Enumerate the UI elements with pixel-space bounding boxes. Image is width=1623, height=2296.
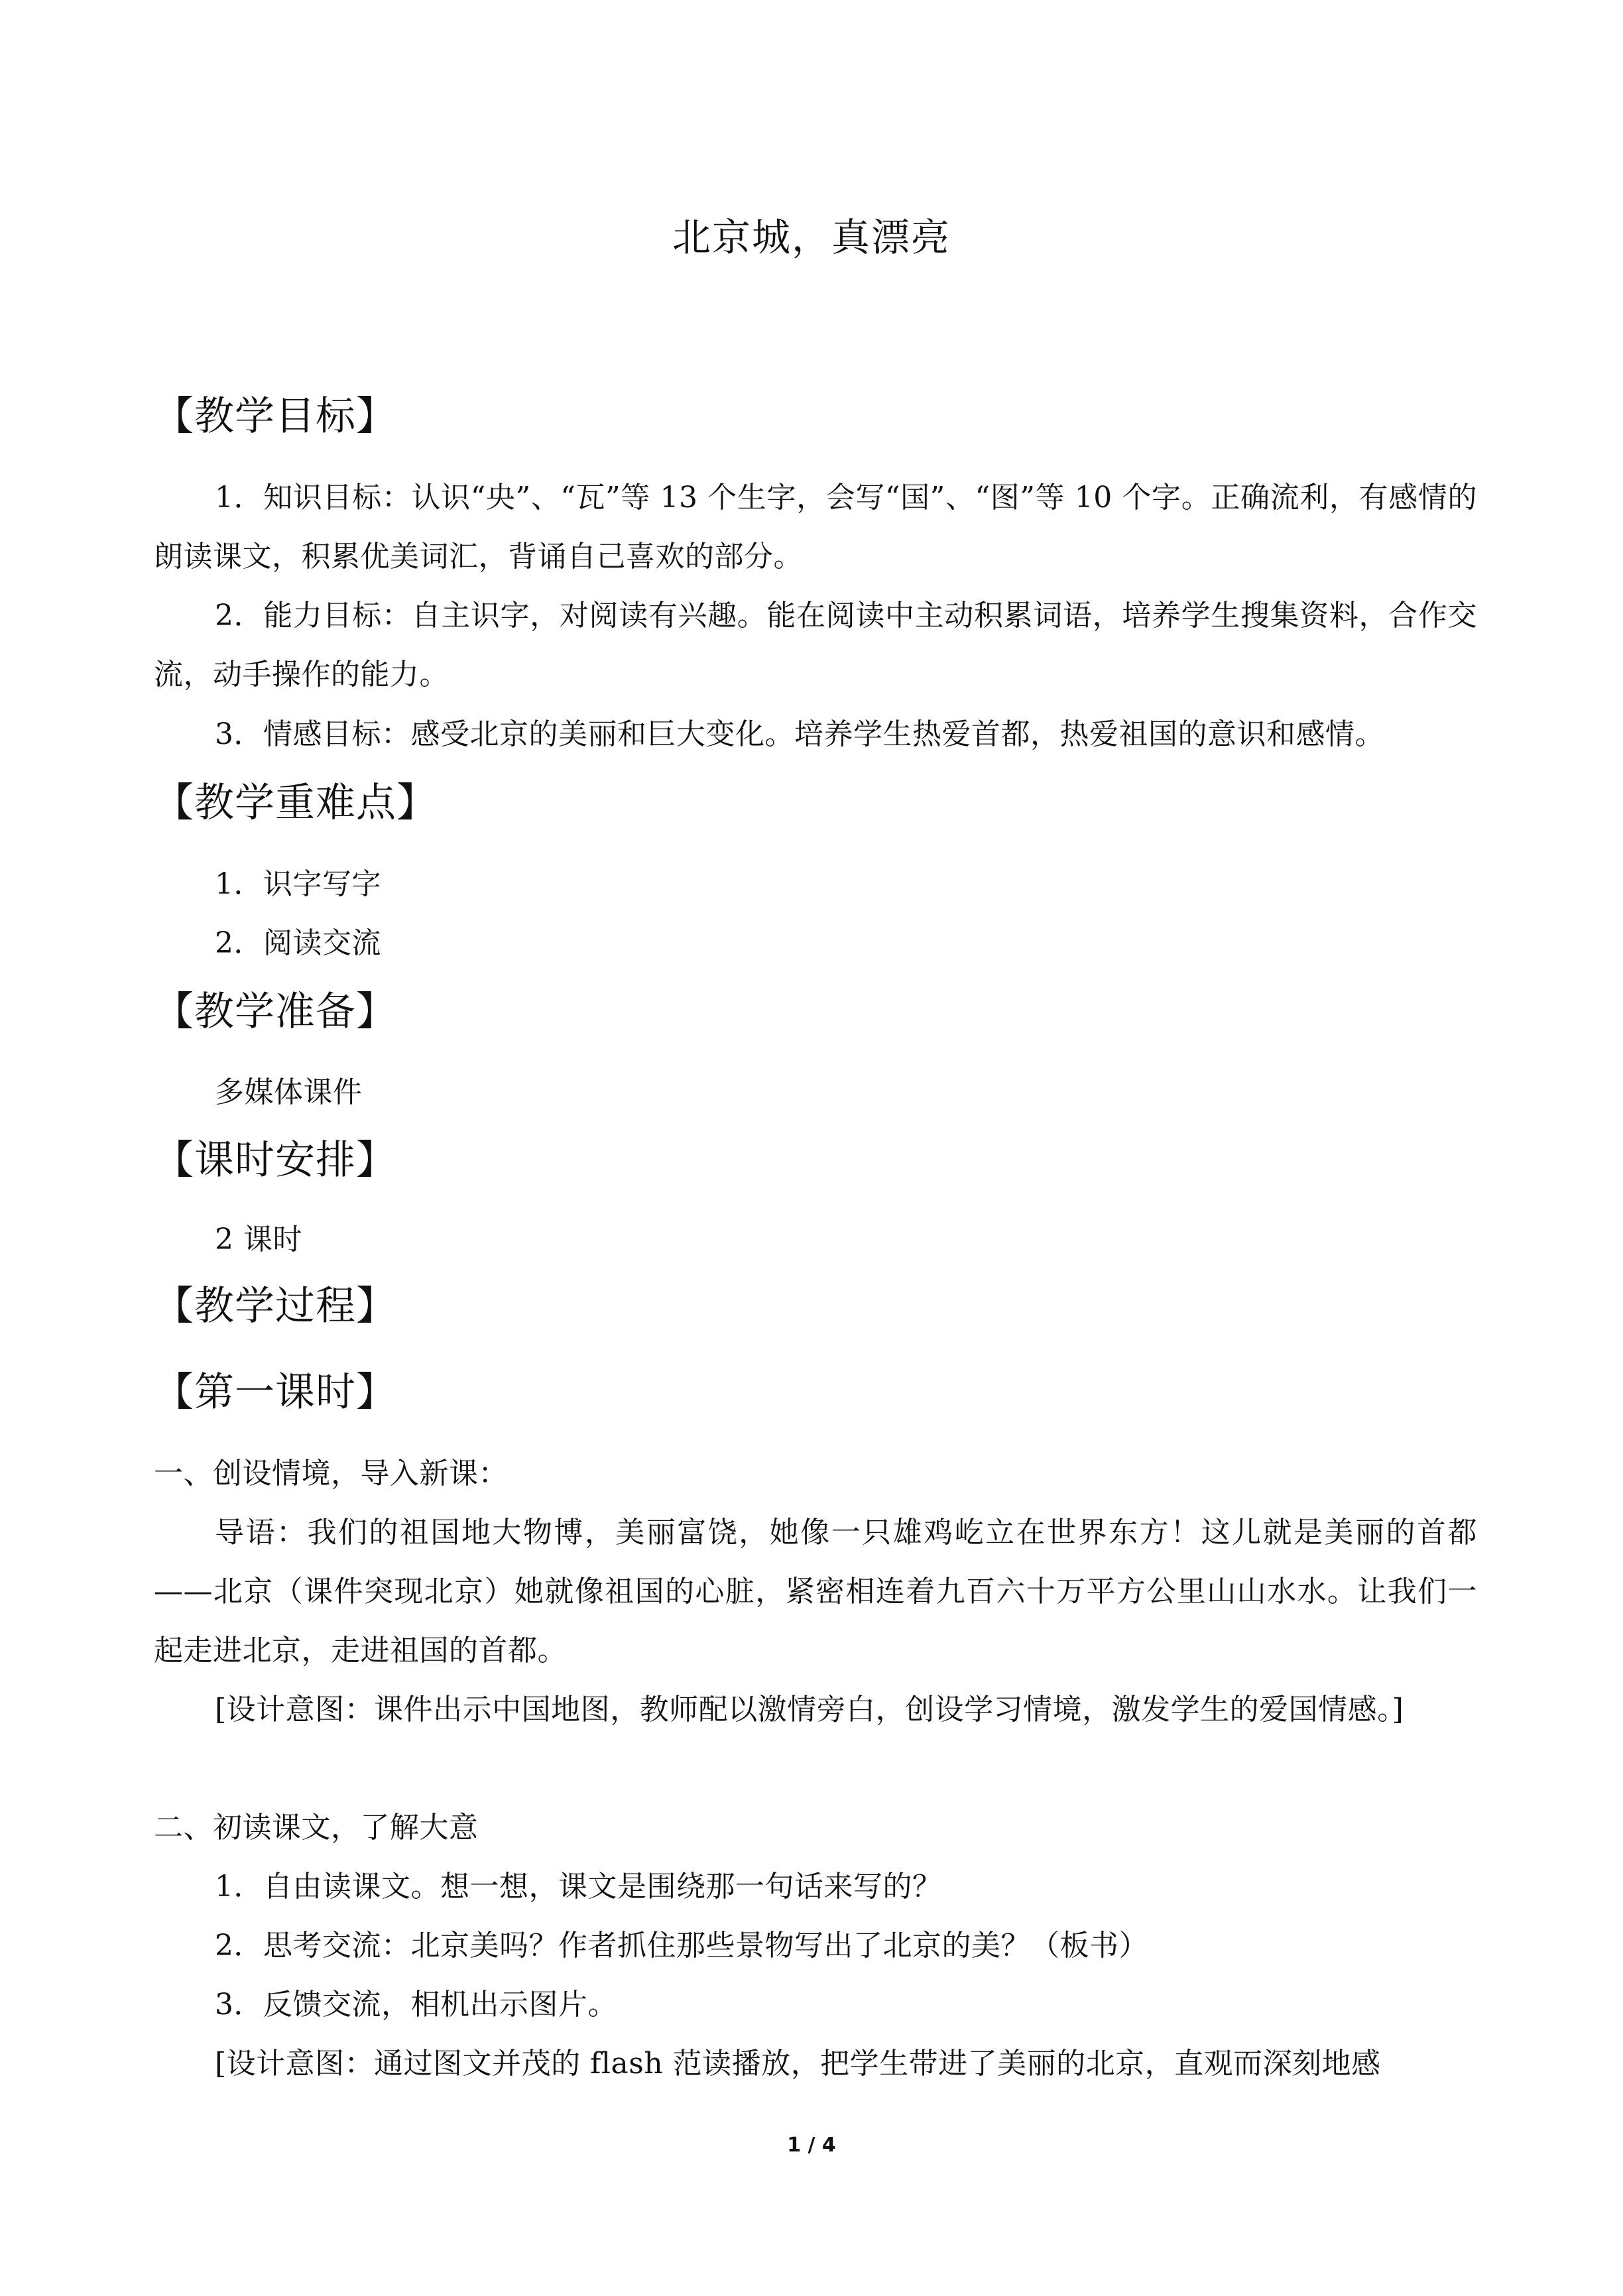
objective-2: 2．能力目标：自主识字，对阅读有兴趣。能在阅读中主动积累词语，培养学生搜集资料，合作交流，动手操作的能力。 [154,599,1477,692]
objective-1: 1．知识目标：认识“央”、“瓦”等 13 个生字，会写“国”、“图”等 10 个字。正确流利，有感情的朗读课文，积累优美词汇，背诵自己喜欢的部分。 [154,481,1477,574]
section-1-design: [设计意图：课件出示中国地图，教师配以激情旁白，创设学习情境，激发学生的爱国情感。] [215,1693,1404,1726]
preparation-text: 多媒体课件 [215,1075,363,1109]
section-1-intro: 导语：我们的祖国地大物博，美丽富饶，她像一只雄鸡屹立在世界东方！这儿就是美丽的首都——北京（课件突现北京）她就像祖国的心脏，紧密相连着九百六十万平方公里山山水水。让我们一起走进北京，走进祖国的首都。 [154,1516,1477,1667]
heading-key-points: 【教学重难点】 [154,780,437,826]
heading-preparation: 【教学准备】 [154,989,396,1035]
section-2-step-1: 1．自由读课文。想一想，课文是围绕那一句话来写的？ [215,1870,942,1903]
schedule-text: 2 课时 [215,1223,302,1256]
section-2-step-2: 2．思考交流：北京美吗？作者抓住那些景物写出了北京的美？（板书） [215,1929,1148,1963]
key-point-1: 1．识字写字 [215,867,381,901]
heading-first-lesson: 【第一课时】 [154,1369,396,1416]
heading-objectives: 【教学目标】 [154,393,396,440]
section-1-title: 一、创设情境，导入新课： [154,1457,508,1490]
page-number: 1 / 4 [787,2134,836,2157]
document-title: 北京城，真漂亮 [672,215,951,260]
key-point-2: 2．阅读交流 [215,926,381,960]
section-2-title: 二、初读课文，了解大意 [154,1811,479,1844]
section-2-step-3: 3．反馈交流，相机出示图片。 [215,1988,617,2022]
section-2-design: [设计意图：通过图文并茂的 flash 范读播放，把学生带进了美丽的北京，直观而深刻地感 [215,2047,1381,2081]
objective-3: 3．情感目标：感受北京的美丽和巨大变化。培养学生热爱首都，热爱祖国的意识和感情。 [215,717,1384,751]
heading-schedule: 【课时安排】 [154,1137,396,1183]
heading-process: 【教学过程】 [154,1283,396,1329]
